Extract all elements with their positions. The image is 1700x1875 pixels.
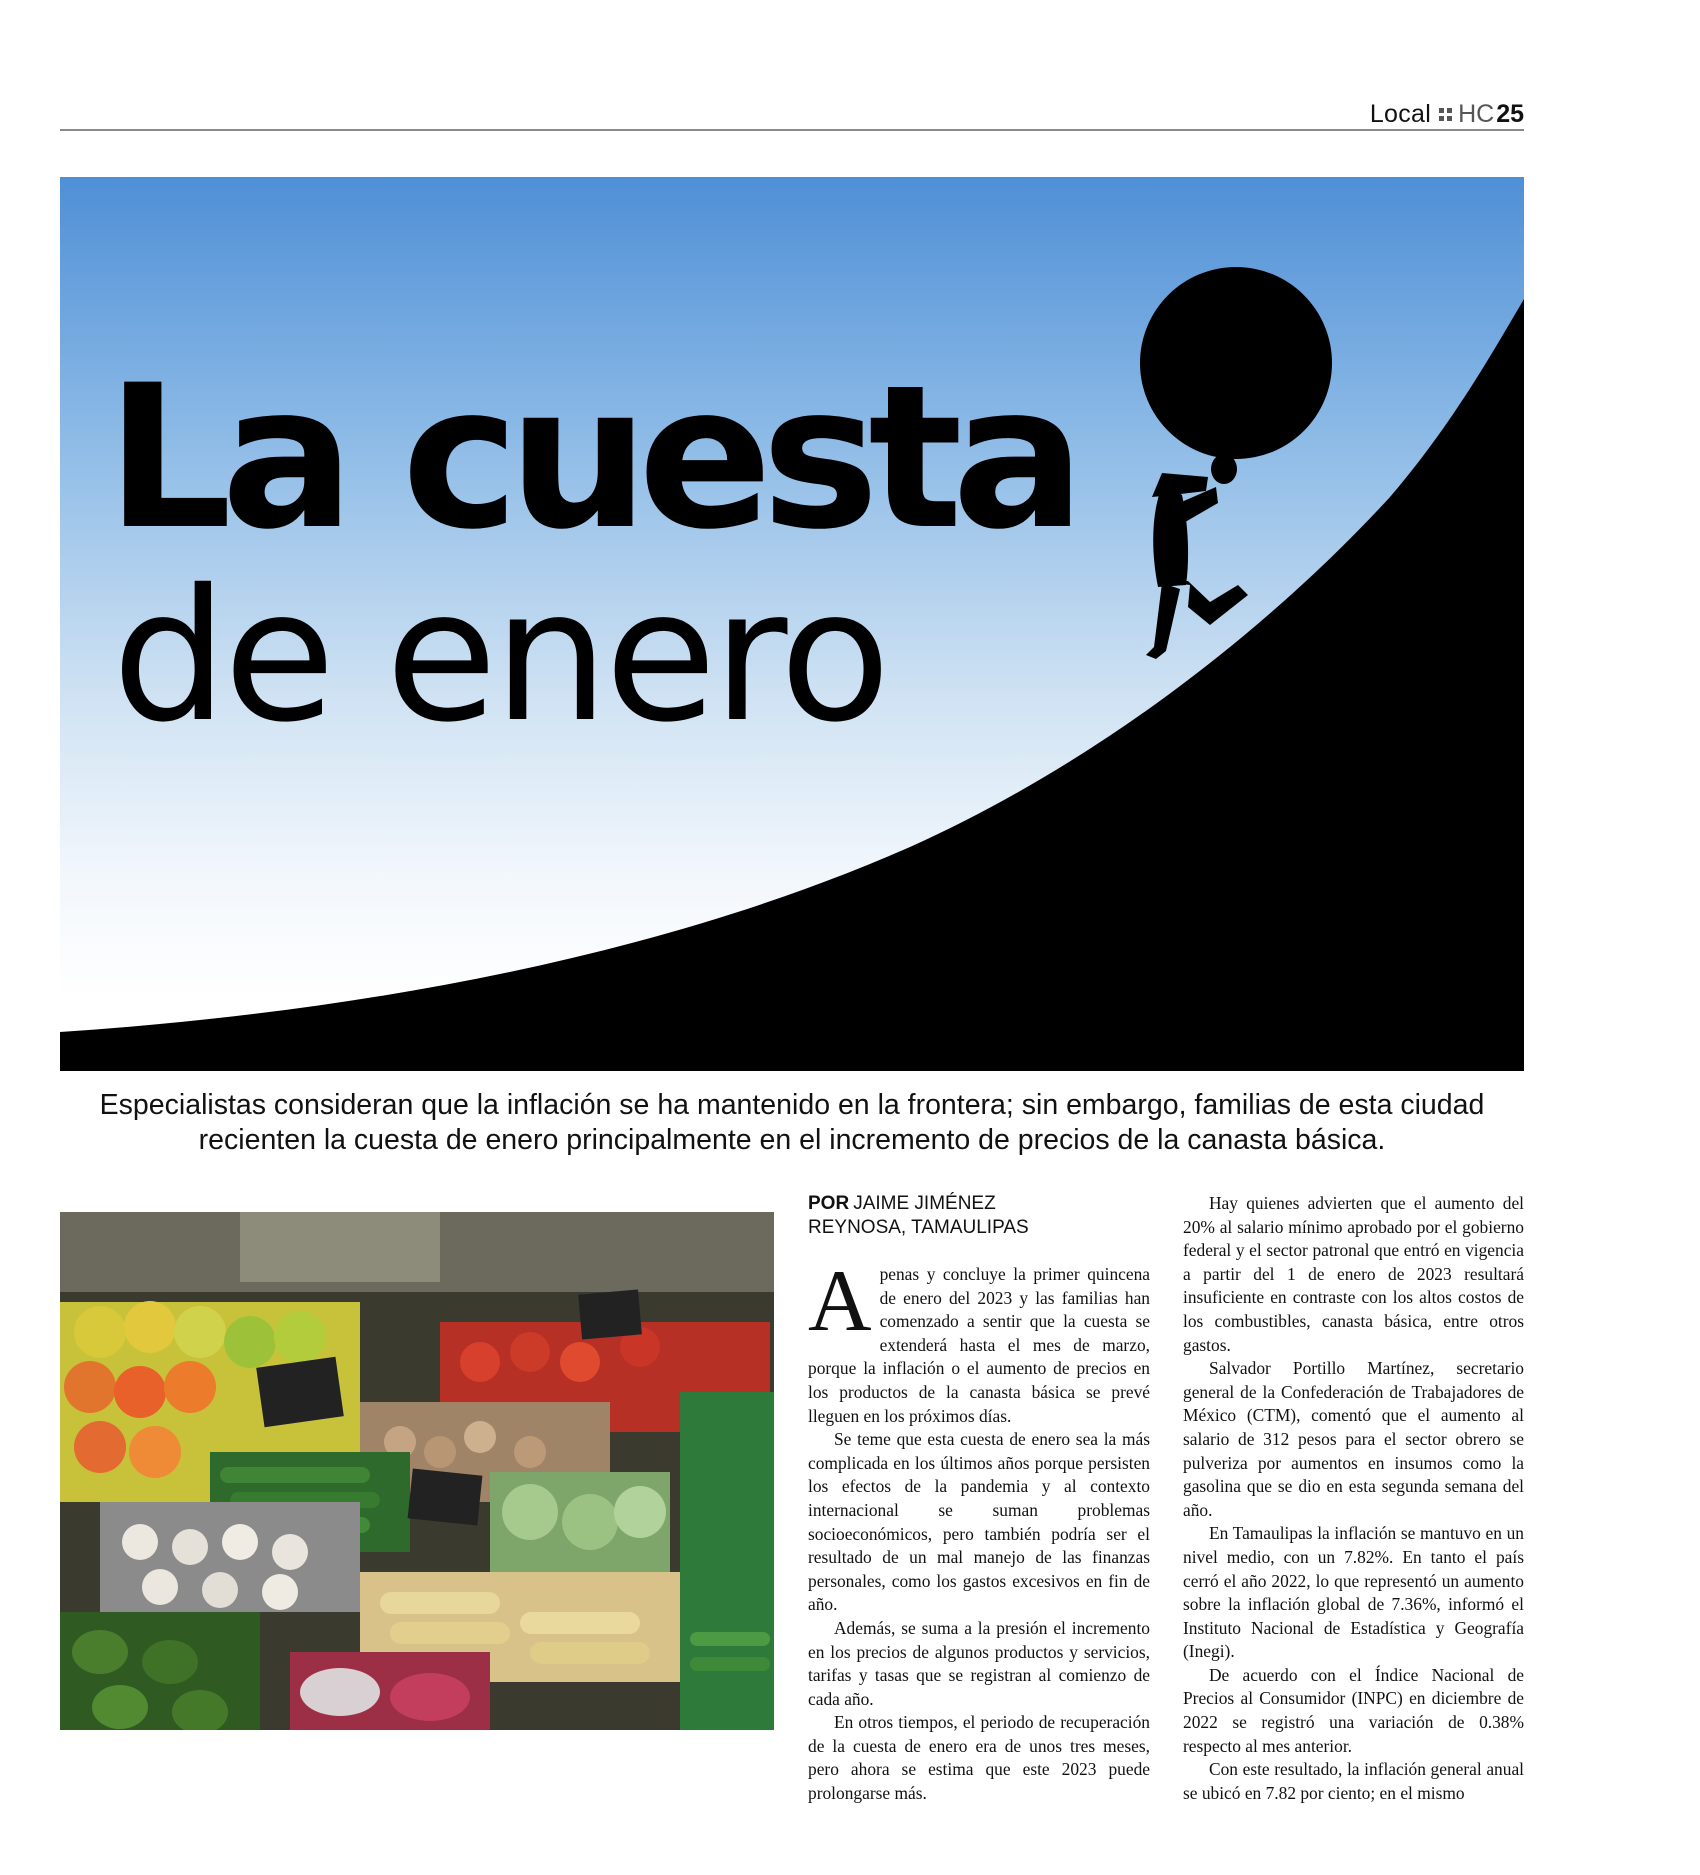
article-paragraph (808, 1253, 1150, 1428)
article-column-1 (808, 1253, 1150, 1806)
article-paragraph-text: penas y concluye la primer quincena de enero del 2023 y las familias han comenzado a sentir que la cuesta se extenderá hasta el mes de marzo, porque la inflación o el aumento de precios en los productos de la canasta básica se prevé lleguen en los próximos días. (808, 1264, 1150, 1426)
folio-dots-icon (1439, 108, 1452, 121)
section-name: Local (1369, 100, 1432, 128)
header-rule (60, 129, 1524, 131)
article-column-2 (1183, 1192, 1524, 1805)
article-paragraph: Con este resultado, la inflación general anual se ubicó en 7.82 por ciento; en el mismo (1183, 1759, 1524, 1803)
article-paragraph: En Tamaulipas la inflación se mantuvo en un nivel medio, con un 7.82%. En tanto el país cerró el año 2022, lo que representó un aumento sobre la inflación global de 7.36%, informó el Instituto Nacional de Estadística y Geografía (Inegi). (1183, 1523, 1524, 1662)
byline-author: JAIME JIMÉNEZ (853, 1193, 996, 1214)
hero-illustration (60, 177, 1524, 1071)
byline (808, 1192, 1153, 1240)
produce-stand-image (60, 1212, 774, 1730)
boulder (1140, 267, 1332, 459)
byline-por: POR (808, 1193, 850, 1214)
article-paragraph: En otros tiempos, el periodo de recuperación de la cuesta de enero era de unos tres meses, pero ahora se estima que este 2023 puede prolongarse más. (808, 1712, 1150, 1804)
article-paragraph: De acuerdo con el Índice Nacional de Precios al Consumidor (INPC) en diciembre de 2022 se registró una variación de 0.38% respecto al mes anterior. (1183, 1664, 1524, 1756)
deck-subheadline: Especialistas consideran que la inflación se ha mantenido en la frontera; sin embargo, familias de esta ciudad recienten la cuesta de enero principalmente en el incremento de precios de la canasta básica. (99, 1089, 1485, 1156)
vegetable-market-photo (60, 1212, 774, 1730)
page-folio (1370, 100, 1524, 128)
article-paragraph: Salvador Portillo Martínez, secretario general de la Confederación de Trabajadores de México (CTM), comentó que el aumento al salario de 312 pesos para el sector obrero se pulveriza por aumentos en insumos como la gasolina que se dio en esta segunda semana del año. (1183, 1358, 1524, 1520)
page-number: 25 (1496, 100, 1524, 128)
article-paragraph: Además, se suma a la presión el incremento en los precios de algunos productos y servicios, tarifas y tasas que se registran al comienzo de cada año. (808, 1617, 1150, 1709)
article-paragraph: Hay quienes advierten que el aumento del 20% al salario mínimo aprobado por el gobierno federal y el sector patronal que entró en vigencia a partir del 1 de enero de 2023 resultará insuficiente en contraste con los altos costos de los combustibles, canasta básica, entre otros gastos. (1183, 1193, 1524, 1355)
drop-cap: A (808, 1253, 872, 1350)
article-paragraph: Se teme que esta cuesta de enero sea la más complicada en los últimos años porque persisten los efectos de la pandemia y al contexto internacional se suman problemas socioeconómicos, pero también podría ser el resultado de un mal manejo de las finanzas personales, como los gastos excesivos en fin de año. (808, 1429, 1150, 1615)
man-figure (1146, 454, 1248, 659)
headline-line-1: La cuesta (106, 342, 1075, 573)
byline-author-line (808, 1192, 1153, 1216)
publication-name: HC (1458, 100, 1495, 128)
byline-location: REYNOSA, TAMAULIPAS (808, 1217, 1029, 1238)
headline-line-2: de enero (112, 550, 887, 762)
